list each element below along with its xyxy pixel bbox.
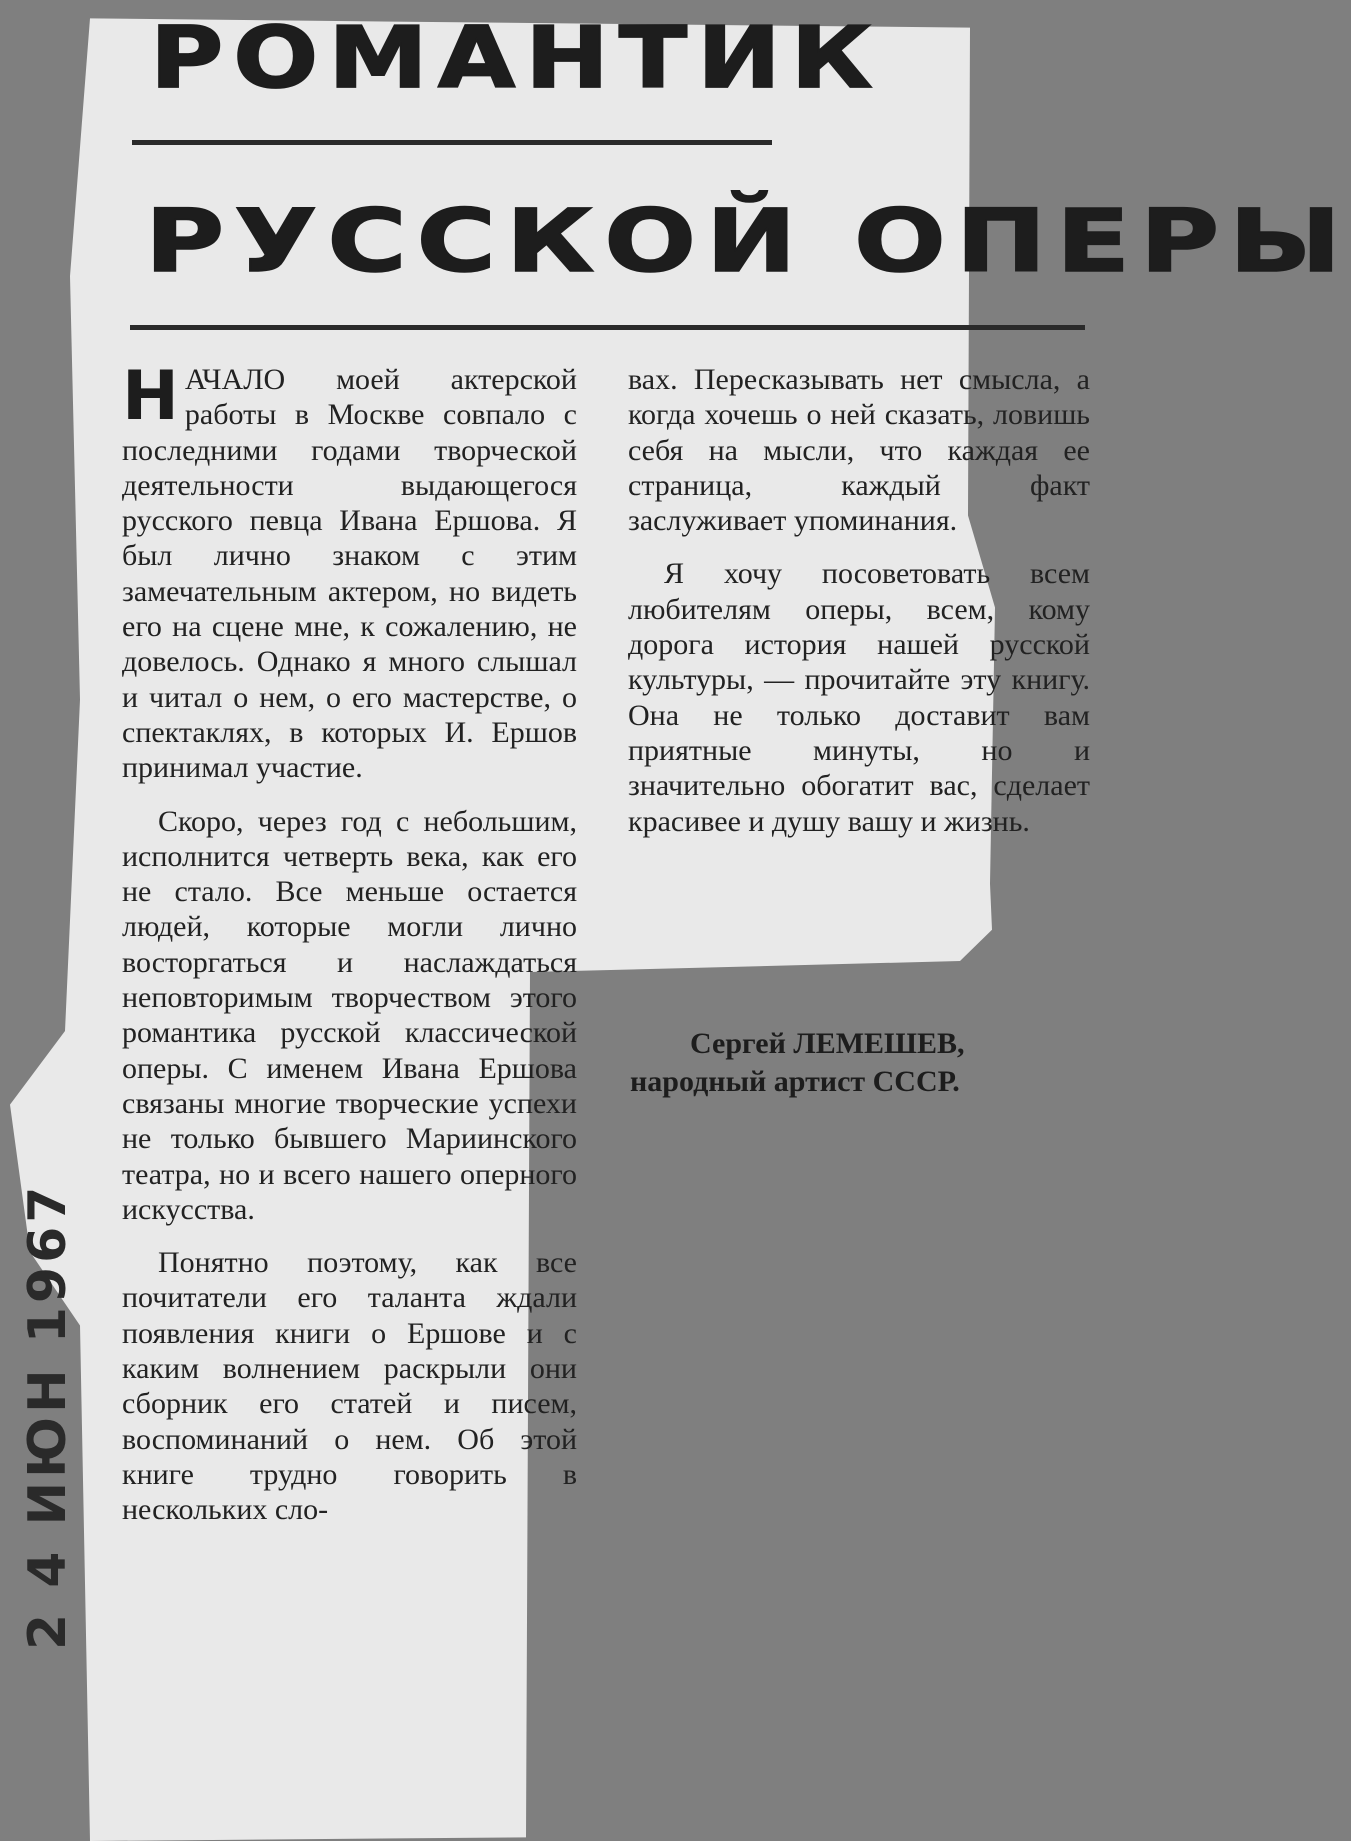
author-name: Сергей ЛЕМЕШЕВ, — [690, 1027, 965, 1060]
paragraph-5: Я хочу посоветовать всем любителям оперы, всем, кому дорога история нашей русской культуры, — прочитайте эту книгу. Она не только доставит вам приятные минуты, но и значительно обогатит вас, сделает красивее и душу вашу и жизнь. — [628, 557, 1090, 838]
headline-rule-2 — [130, 325, 1085, 330]
headline-line-2: РУССКОЙ ОПЕРЫ — [145, 192, 1351, 292]
date-stamp: 2 4 ИЮН 1967 — [18, 1182, 78, 1650]
paragraph-2: Скоро, через год с небольшим, исполнится четверть века, как его не стало. Все меньше остается людей, которые могли лично восторгаться и наслаждаться неповторимым творчеством этого романтика русской классической оперы. С именем Ивана Ершова связаны многие творческие успехи не только бывшего Мариинского театра, но и всего нашего оперного искусства. — [122, 804, 577, 1226]
headline-line-1: РОМАНТИК — [150, 8, 883, 108]
drop-cap: Н — [122, 357, 179, 436]
article-column-1 — [122, 357, 577, 1528]
paragraph-4: вах. Пересказывать нет смысла, а когда хочешь о ней сказать, ловишь себя на мысли, что каждая ее страница, каждый факт заслуживает упоминания. — [628, 363, 1090, 538]
author-title: народный артист СССР. — [630, 1065, 960, 1098]
paragraph-3: Понятно поэтому, как все почитатели его таланта ждали появления книги о Ершове и с каким волнением раскрыли они сборник его статей и писем, воспоминаний о нем. Об этой книге трудно говорить в нескольких сло- — [122, 1246, 577, 1527]
paragraph-1 — [122, 357, 577, 786]
headline-rule-1 — [132, 140, 772, 145]
article-column-2 — [628, 362, 1090, 839]
paragraph-1-text: АЧАЛО моей актерской работы в Москве совпало с последними годами творческой деятельности выдающегося русского певца Ивана Ершова. Я был лично знаком с этим замечательным актером, но видеть его на сцене мне, к сожалению, не довелось. Однако я много слышал и читал о нем, о его мастерстве, о спектаклях, в которых И. Ершов принимал участие. — [122, 363, 577, 785]
author-signature — [630, 1025, 1060, 1101]
